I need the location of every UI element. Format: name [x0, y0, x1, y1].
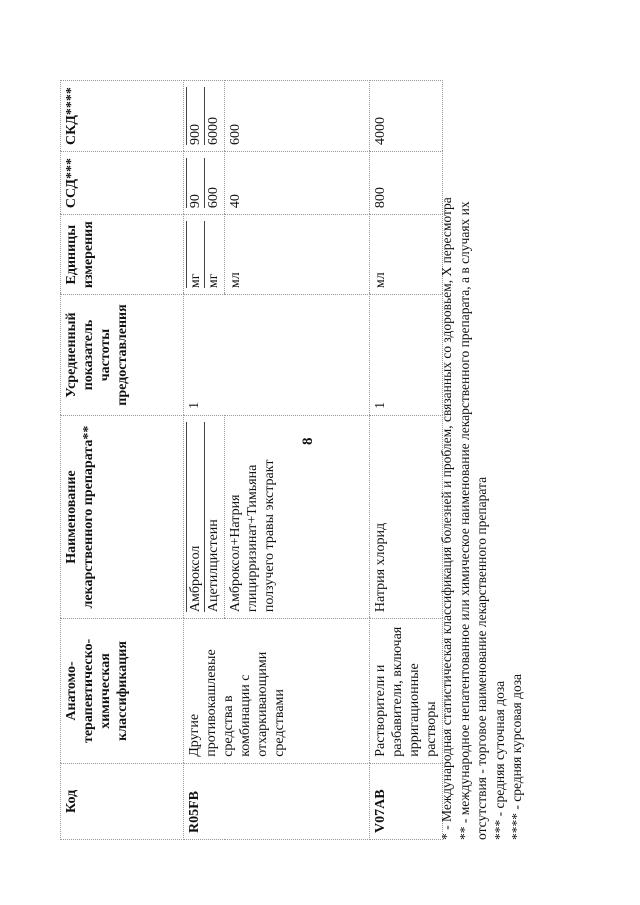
page-number: 8: [300, 437, 316, 445]
row-code: V07AB: [370, 763, 443, 839]
drug-name: Амброксол+Натрия глицирризинат+Тимьяна ползучего травы экстракт: [225, 415, 370, 618]
footnote: ** - международное непатентованное или химическое наименование лекарственного препарата, а в случаях их: [456, 201, 472, 840]
ssd-value: 40: [225, 152, 370, 215]
row-freq: 1: [370, 295, 443, 416]
skd-value: 6000: [204, 87, 222, 145]
row-code: R05FB: [184, 763, 370, 839]
header-skd: СКД****: [61, 81, 184, 152]
skd-cell: [184, 81, 225, 152]
table-row: [184, 81, 225, 840]
footnote: отсутствия - торговое наименование лекарственного препарата: [474, 476, 489, 840]
footnotes: [438, 70, 526, 840]
header-unit: Единицы измерения: [61, 215, 184, 295]
skd-value: 4000: [370, 81, 443, 152]
drug-name-cell: [184, 415, 225, 618]
ssd-value: 600: [204, 158, 222, 208]
header-atc: Анатомо-терапевтическо-химическая классификация: [61, 619, 184, 764]
row-atc: Растворители и разбавители, включая ирригационные растворы: [370, 619, 443, 764]
footnote: *** - средняя суточная доза: [491, 680, 507, 840]
drug-table: [60, 80, 443, 840]
header-name: Наименование лекарственного препарата**: [61, 415, 184, 618]
table-header-row: [61, 81, 184, 840]
row-freq: 1: [184, 295, 370, 416]
header-ssd: ССД***: [61, 152, 184, 215]
unit-value: мг: [204, 221, 222, 288]
header-code: Код: [61, 763, 184, 839]
ssd-value: 800: [370, 152, 443, 215]
drug-name: Ацетилцистеин: [204, 422, 222, 612]
drug-name: Амброксол: [186, 422, 204, 612]
unit-value: мл: [225, 215, 370, 295]
ssd-value: 90: [186, 158, 204, 208]
table-row: [370, 81, 443, 840]
footnote: * - Международная статистическая классификация болезней и проблем, связанных со здоровьем, X пересмотра: [439, 197, 454, 840]
footnote: **** - средняя курсовая доза: [509, 673, 524, 840]
drug-name: Натрия хлорид: [370, 415, 443, 618]
unit-value: мг: [186, 221, 204, 288]
ssd-cell: [184, 152, 225, 215]
header-freq: Усредненный показатель частоты предоставления: [61, 295, 184, 416]
rotated-page-content: [60, 60, 560, 840]
unit-value: мл: [370, 215, 443, 295]
skd-value: 900: [186, 87, 204, 145]
skd-value: 600: [225, 81, 370, 152]
row-atc: Другие противокашлевые средства в комбинации с отхаркивающими средствами: [184, 619, 370, 764]
unit-cell: [184, 215, 225, 295]
